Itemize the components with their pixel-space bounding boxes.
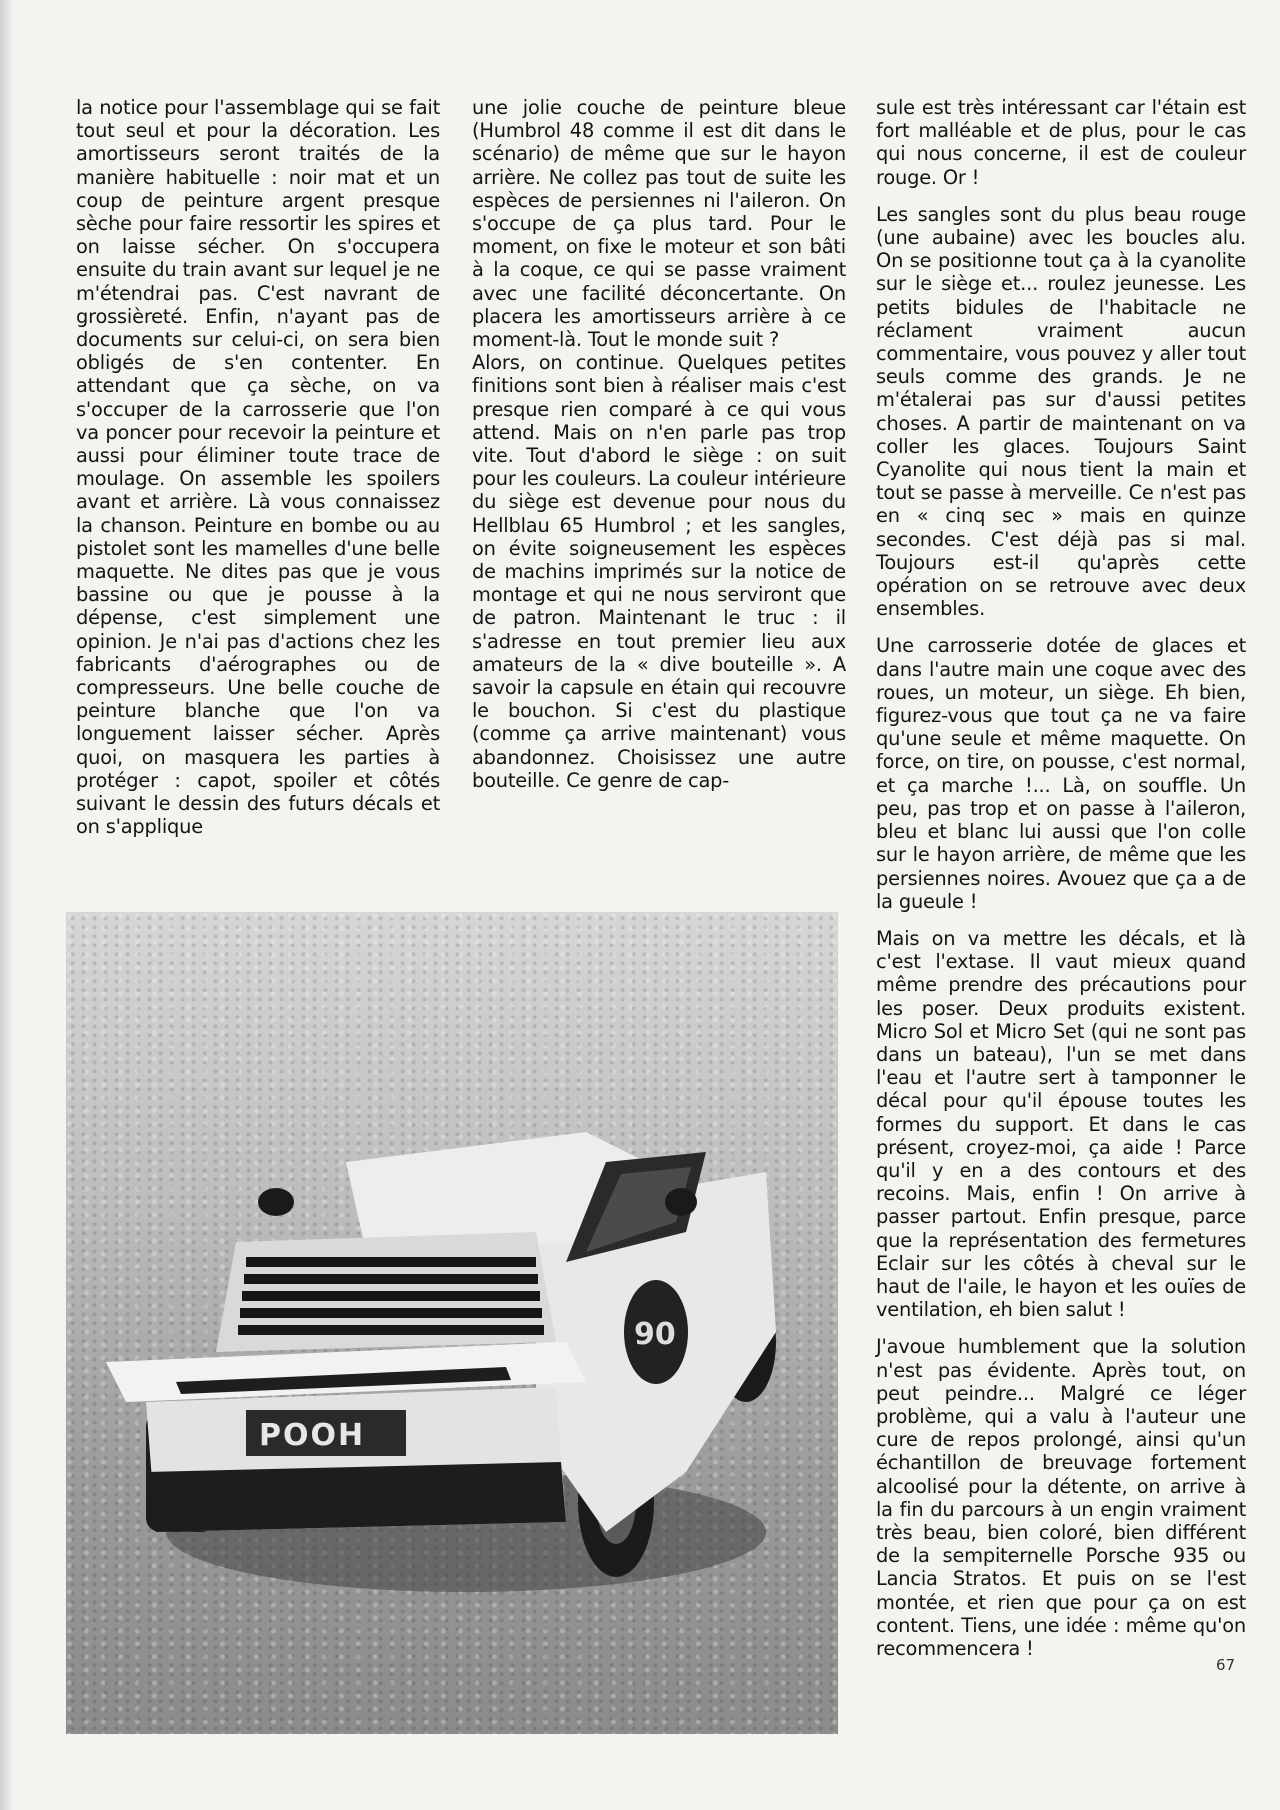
text-column-1	[76, 96, 440, 853]
right-mirror	[665, 1188, 697, 1216]
page-edge	[0, 0, 14, 1810]
race-number: 90	[634, 1317, 676, 1352]
car-illustration	[66, 912, 838, 1734]
text-column-3	[876, 96, 1246, 1674]
rear-bumper	[146, 1462, 566, 1532]
paragraph: sule est très intéressant car l'étain est fort malléable et de plus, pour le cas qui nous concerne, il est de couleur rouge. Or !	[876, 96, 1246, 189]
paragraph: Mais on va mettre les décals, et là c'est l'extase. Il vaut mieux quand même prendre des précautions pour les poser. Deux produits existent. Micro Sol et Micro Set (qui ne sont pas dans un bateau), l'un se met dans l'eau et l'autre sert à tamponner le décal pour qu'il épouse toutes les formes du support. Et dans le cas présent, croyez-moi, ça aide ! Parce qu'il y en a des contours et des recoins. Mais, enfin ! On arrive à passer partout. Enfin presque, parce que la représentation des fermetures Eclair sur les côtés à cheval sur le haut de l'aile, le hayon et les ouïes de ventilation, eh bien salut !	[876, 926, 1246, 1322]
paragraph: Une carrosserie dotée de glaces et dans l'autre main une coque avec des roues, un moteur, un siège. Eh bien, figurez-vous que tout ça ne va faire qu'une seule et même maquette. On force, on tire, on pousse, c'est normal, et ça marche !... Là, on souffle. Un peu, pas trop et on passe à l'aileron, bleu et blanc lui aussi que l'on colle sur le hayon arrière, de même que les persiennes noires. Avouez que ça a de la gueule !	[876, 634, 1246, 913]
car-model-photo	[66, 912, 838, 1734]
left-mirror	[258, 1188, 294, 1216]
text-column-2	[472, 96, 846, 806]
paragraph: la notice pour l'assemblage qui se fait tout seul et pour la décoration. Les amortisseurs seront traités de la manière habituelle : noir mat et un coup de peinture argent presque sèche pour faire ressortir les spires et on laisse sécher. On s'occupera ensuite du train avant sur lequel je ne m'étendrai pas. C'est navrant de grossièreté. Enfin, n'ayant pas de documents sur celui-ci, on sera bien obligés de s'en contenter. En attendant que ça sèche, on va s'occuper de la carrosserie que l'on va poncer pour recevoir la peinture et aussi pour éliminer toute trace de moulage. On assemble les spoilers avant et arrière. Là vous connaissez la chanson. Peinture en bombe ou au pistolet sont les mamelles d'une belle maquette. Ne dites pas que je vous bassine ou que je pousse à la dépense, c'est simplement une opinion. Je n'ai pas d'actions chez les fabricants d'aérographes ou de compresseurs. Une belle couche de peinture blanche que l'on va longuement laisser sécher. Après quoi, on masquera les parties à protéger : capot, spoiler et côtés suivant le dessin des futurs décals et on s'applique	[76, 96, 440, 839]
paragraph: une jolie couche de peinture bleue (Humbrol 48 comme il est dit dans le scénario) de même que sur le hayon arrière. Ne collez pas tout de suite les espèces de persiennes ni l'aileron. On s'occupe de ça plus tard. Pour le moment, on fixe le moteur et son bâti à la coque, ce qui se passe vraiment avec une facilité déconcertante. On placera les amortisseurs arrière à ce moment-là. Tout le monde suit ?	[472, 96, 846, 352]
paragraph: Alors, on continue. Quelques petites finitions sont bien à réaliser mais c'est presque rien comparé à ce qui vous attend. Mais on n'en parle pas trop vite. Tout d'abord le siège : on suit pour les couleurs. La couleur intérieure du siège est devenue pour nous du Hellblau 65 Humbrol ; et les sangles, on évite soigneusement les espèces de machins imprimés sur la notice de montage et qui ne nous serviront que de patron. Maintenant le truc : il s'adresse en tout premier lieu aux amateurs de la « dive bouteille ». A savoir la capsule en étain qui recouvre le bouchon. Si c'est du plastique (comme ça arrive maintenant) vous abandonnez. Choisissez une autre bouteille. Ce genre de cap-	[472, 351, 846, 792]
paragraph: Les sangles sont du plus beau rouge (une aubaine) avec les boucles alu. On se positionne tout ça à la cyanolite sur le siège et... roulez jeunesse. Les petits bidules de l'habitacle ne réclament vraiment aucun commentaire, vous pouvez y aller tout seuls comme des grands. Je ne m'étalerai pas sur d'aussi petites choses. A partir de maintenant on va coller les glaces. Toujours Saint Cyanolite qui nous tient la main et tout se passe à merveille. Ce n'est pas en « cinq sec » mais en quinze secondes. C'est déjà pas si mal. Toujours est-il qu'après cette opération on se retrouve avec deux ensembles.	[876, 202, 1246, 621]
page-number: 67	[1216, 1656, 1236, 1674]
plate-text: POOH	[259, 1418, 366, 1453]
paragraph: J'avoue humblement que la solution n'est pas évidente. Après tout, on peut peindre... Malgré ce léger problème, qui a valu à l'auteur une cure de repos prolongé, ainsi qu'un échantillon de breuvage fortement alcoolisé pour la détente, on arrive à la fin du parcours à un engin vraiment très beau, bien coloré, bien différent de la sempiternelle Porsche 935 ou Lancia Stratos. Et puis on se l'est montée, et rien que pour ça on est content. Tiens, une idée : même qu'on recommencera !	[876, 1335, 1246, 1660]
